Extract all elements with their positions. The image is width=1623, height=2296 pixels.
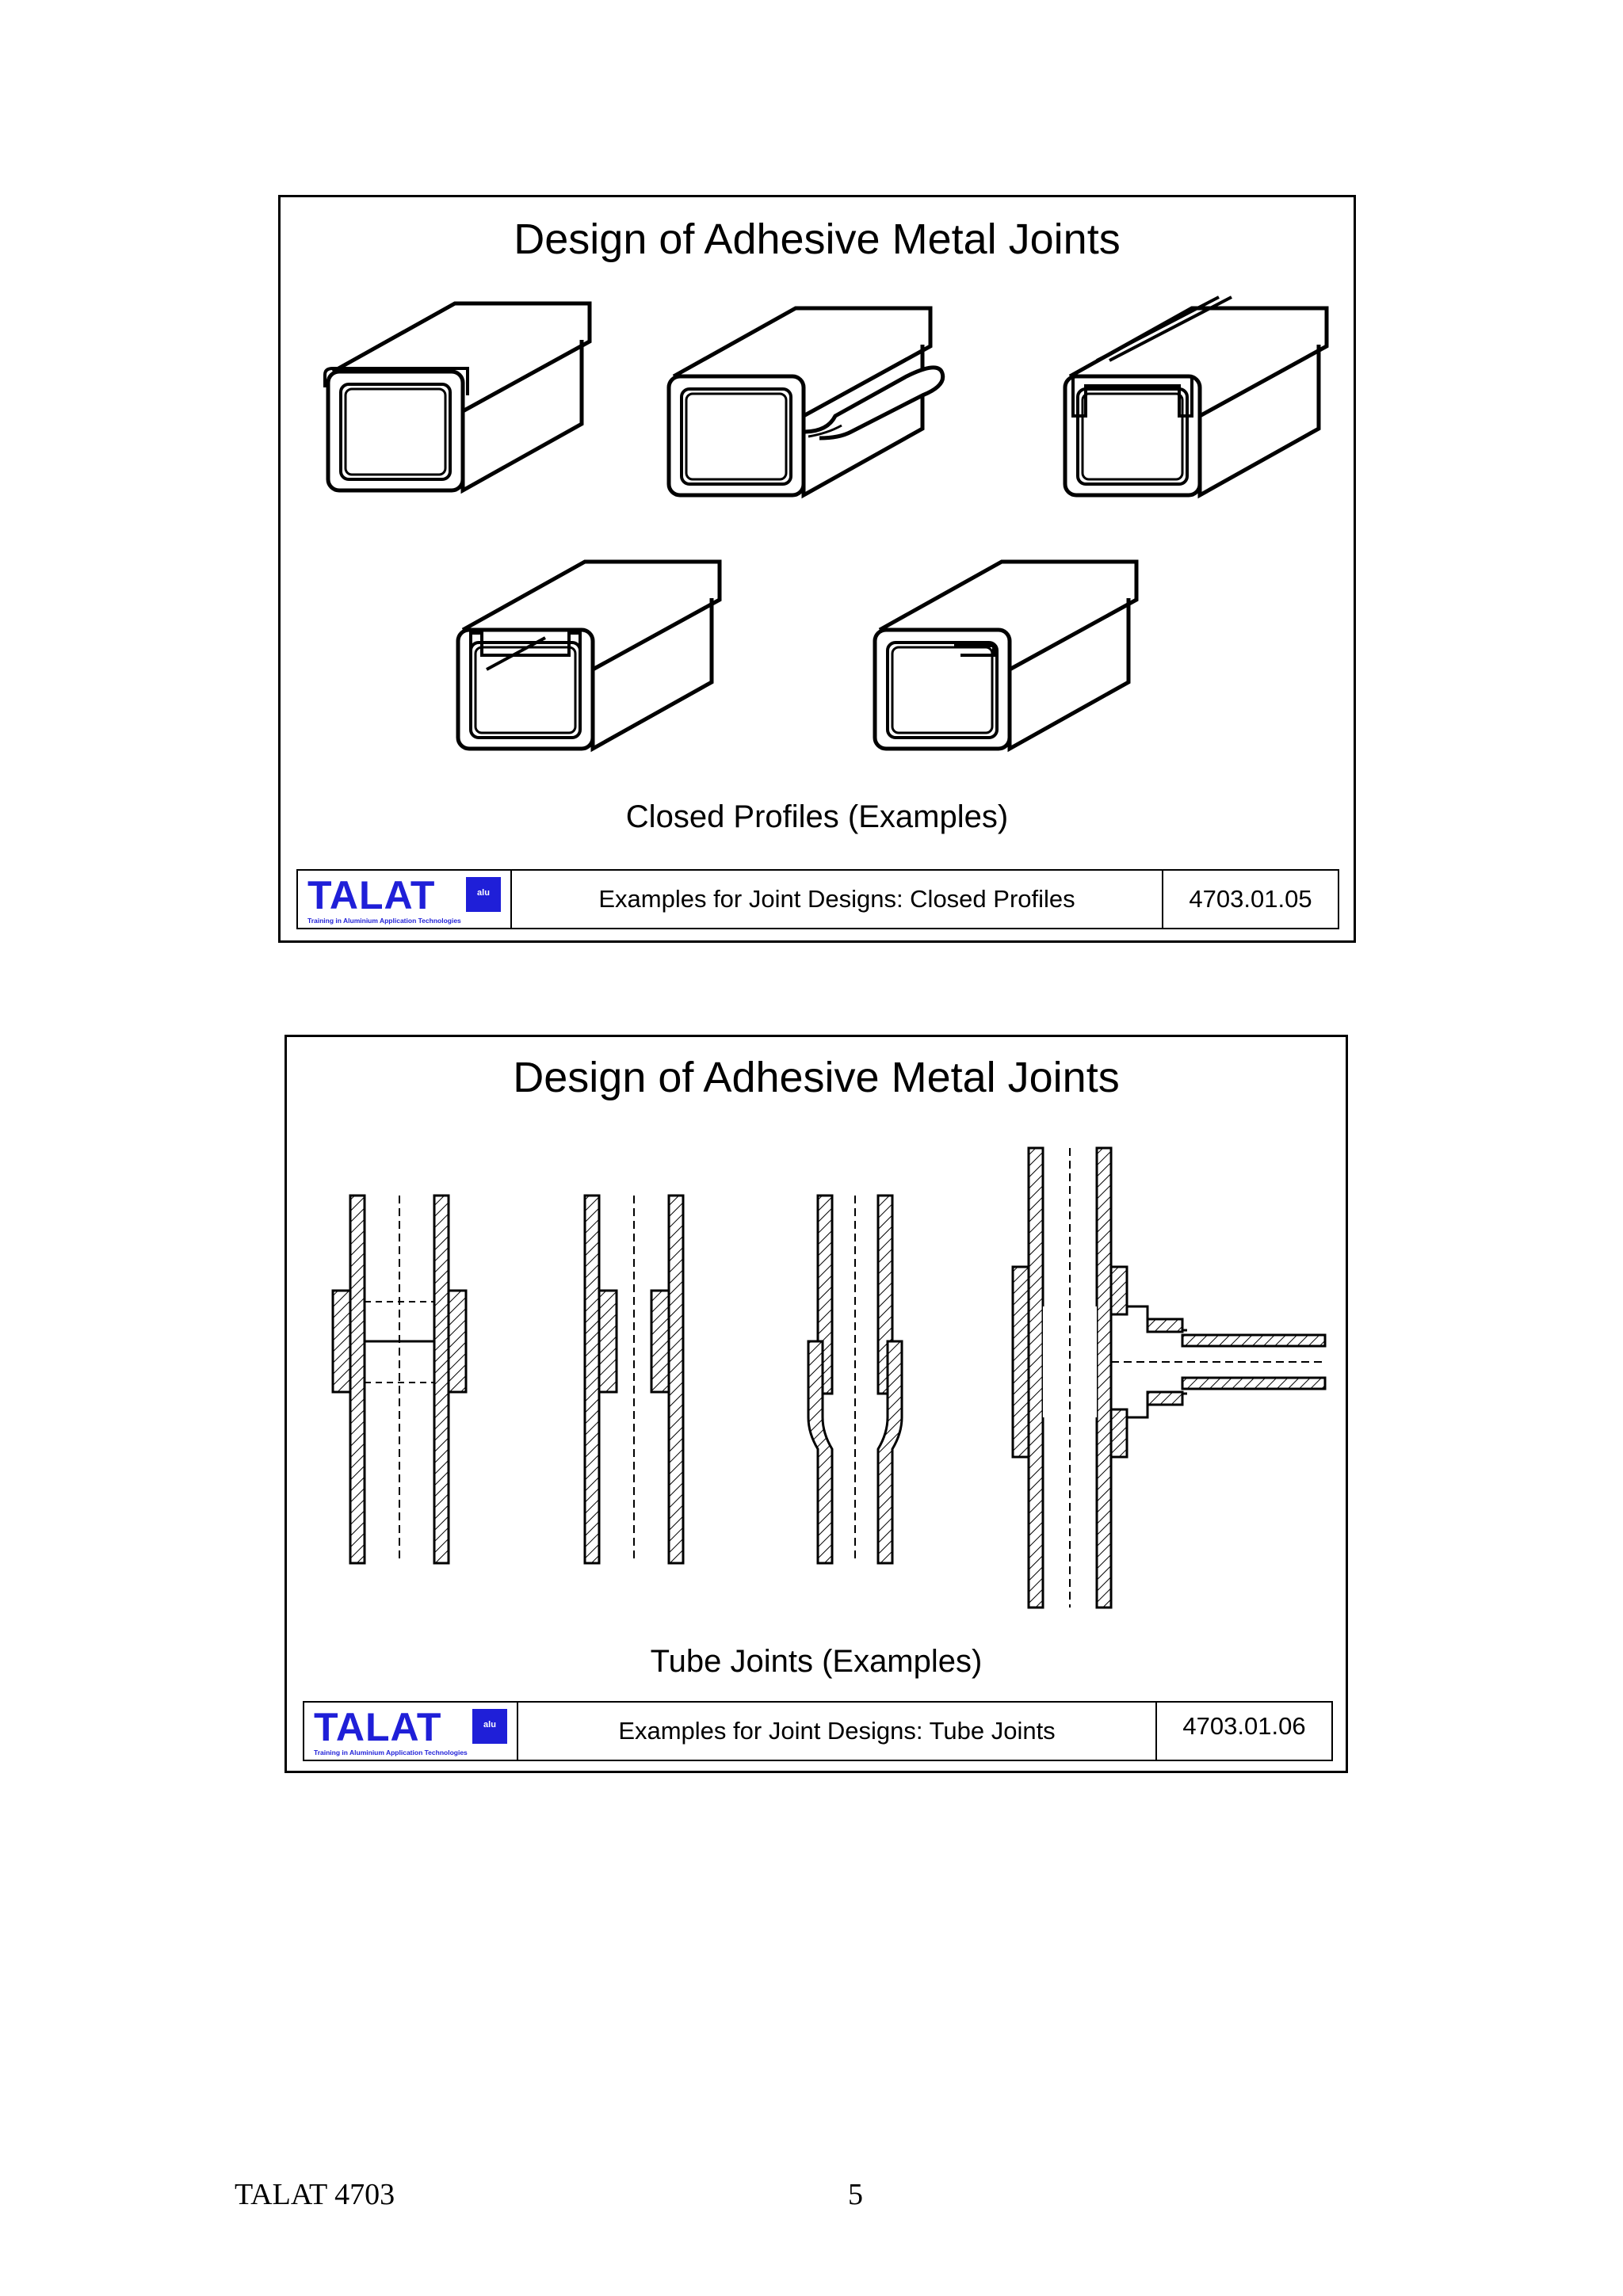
logo-wordmark: TALAT (307, 873, 436, 917)
slide-footer (296, 869, 1339, 929)
tube-joint-outer-sleeve (333, 1196, 466, 1563)
tube-joints-drawing (287, 1132, 1346, 1639)
page-number: 5 (848, 2178, 863, 2211)
profile-cap-overlap (325, 303, 590, 490)
tube-joint-inner-sleeve (585, 1196, 683, 1563)
document-label: TALAT 4703 (235, 2178, 395, 2211)
slide-tube-joints (285, 1035, 1348, 1773)
slide-closed-profiles (278, 195, 1356, 943)
eu-flag-icon (472, 1709, 507, 1744)
talat-logo (304, 1703, 518, 1760)
slide-caption: Closed Profiles (Examples) (625, 799, 1009, 834)
footer-code: 4703.01.05 (1189, 885, 1312, 913)
tube-joint-tee (1013, 1148, 1325, 1608)
logo-wordmark: TALAT (314, 1705, 442, 1749)
footer-description: Examples for Joint Designs: Tube Joints (518, 1703, 1157, 1760)
profile-double-u (1065, 297, 1327, 495)
talat-logo (298, 871, 512, 928)
profile-folded-tongue (669, 308, 943, 495)
logo-subtitle: Training in Aluminium Application Technologies (314, 1749, 468, 1756)
closed-profiles-drawing (281, 292, 1354, 799)
slide-footer (303, 1701, 1333, 1761)
footer-description: Examples for Joint Designs: Closed Profiles (512, 871, 1163, 928)
eu-flag-icon (466, 877, 501, 912)
footer-code: 4703.01.06 (1182, 1712, 1306, 1740)
logo-subtitle: Training in Aluminium Application Technologies (307, 917, 461, 925)
profile-lap-seam (875, 562, 1136, 749)
tube-joint-flared-socket (808, 1196, 902, 1563)
logo-flag-text: alu (477, 888, 490, 898)
slide-title: Design of Adhesive Metal Joints (513, 1054, 1120, 1101)
slide-caption: Tube Joints (Examples) (650, 1644, 983, 1679)
slide-title: Design of Adhesive Metal Joints (514, 215, 1121, 263)
profile-hat-channel (458, 562, 720, 749)
logo-flag-text: alu (483, 1720, 496, 1730)
